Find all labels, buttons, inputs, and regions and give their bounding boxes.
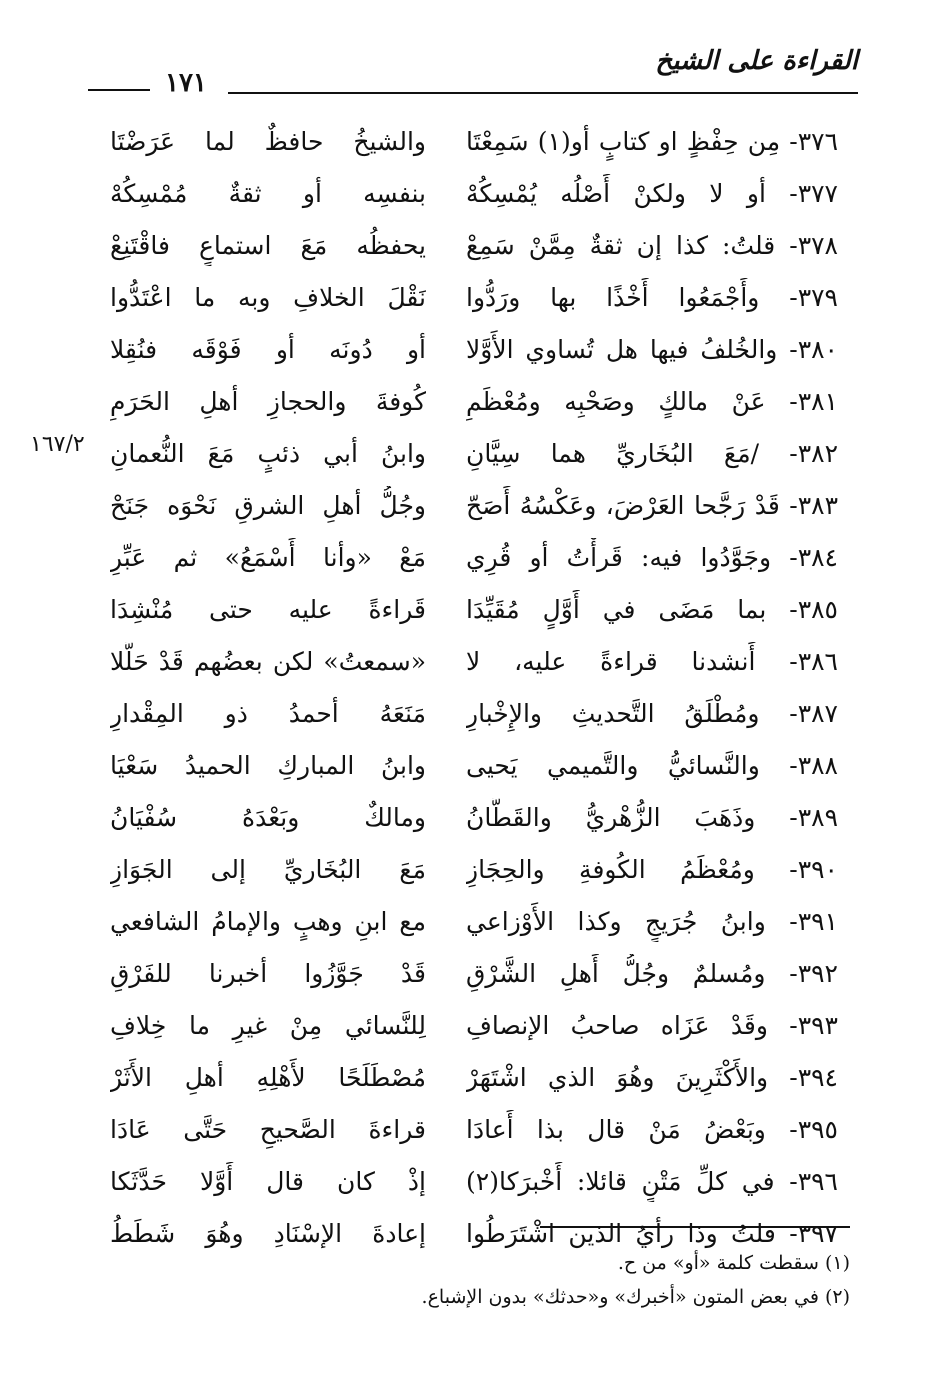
first-hemistich bbox=[466, 954, 838, 994]
verse-number: ٣٨٥- bbox=[789, 595, 838, 624]
hemistich-text: قلتُ وذا رأيُ الذين اشْتَرَطُوا bbox=[466, 1219, 776, 1248]
verse-number: ٣٩٤- bbox=[789, 1063, 838, 1092]
hemistich-text: وذَهَبَ الزُّهْريُّ والقَطَّانُ bbox=[466, 803, 756, 832]
footnotes bbox=[70, 1246, 850, 1314]
second-hemistich: كُوفةَ والحجازِ أهلِ الحَرَمِ bbox=[110, 387, 426, 416]
hemistich-text: والخُلفُ فيها هل تُساوي الأَوَّلا bbox=[466, 335, 778, 364]
second-hemistich: قَدْ جَوَّزُوا أخبرنا للفَرْقِ bbox=[110, 959, 426, 988]
verse-row bbox=[0, 372, 936, 424]
verse-number: ٣٨٧- bbox=[789, 699, 838, 728]
first-hemistich bbox=[466, 746, 838, 786]
hemistich-text: قلتُ: كذا إن ثقةٌ مِمَّنْ سَمِعْ bbox=[466, 231, 776, 260]
first-hemistich bbox=[466, 850, 838, 890]
first-hemistich bbox=[466, 1058, 838, 1098]
second-hemistich: إذْ كان قال أَوَّلا حَدَّثَكا bbox=[110, 1167, 426, 1196]
verse-number: ٣٨٣- bbox=[789, 491, 838, 520]
hemistich-text: في كلِّ مَتْنٍ قائلا: أَخْبرَكا(٢) bbox=[466, 1167, 775, 1196]
verse-number: ٣٨٦- bbox=[789, 647, 838, 676]
verse-number: ٣٨٤- bbox=[789, 543, 838, 572]
hemistich-text: أو لا ولكنْ أَصْلُه يُمْسِكُهْ bbox=[466, 179, 766, 208]
verse-row bbox=[0, 1152, 936, 1204]
first-hemistich bbox=[466, 486, 838, 526]
first-hemistich bbox=[466, 122, 838, 162]
hemistich-text: مِن حِفْظٍ او كتابٍ أو(١) سَمِعْتَا bbox=[466, 127, 781, 156]
first-hemistich bbox=[466, 902, 838, 942]
verse-number: ٣٧٦- bbox=[789, 127, 838, 156]
verse-number: ٣٨٢- bbox=[789, 439, 838, 468]
footnote: (٢) في بعض المتون «أخبرك» و«حدثك» بدون الإشباع. bbox=[421, 1286, 850, 1308]
verse-row bbox=[0, 684, 936, 736]
verse-row bbox=[0, 788, 936, 840]
verse-row bbox=[0, 944, 936, 996]
hemistich-text: /مَعَ البُخَاريِّ هما سِيَّانِ bbox=[466, 439, 760, 468]
hemistich-text: بما مَضَى في أَوَّلٍ مُقَيِّدَا bbox=[466, 595, 767, 624]
margin-reference: ١٦٧/٢ bbox=[30, 432, 85, 457]
hemistich-text: والنَّسائيُّ والتَّميمي يَحيى bbox=[466, 751, 760, 780]
first-hemistich bbox=[466, 694, 838, 734]
verse-row bbox=[0, 1100, 936, 1152]
first-hemistich bbox=[466, 278, 838, 318]
verse-row bbox=[0, 476, 936, 528]
verse-number: ٣٨٠- bbox=[789, 335, 838, 364]
first-hemistich bbox=[466, 798, 838, 838]
first-hemistich bbox=[466, 434, 838, 474]
hemistich-text: وبَعْضُ مَنْ قال بذا أَعادَا bbox=[466, 1115, 766, 1144]
verse-number: ٣٩٢- bbox=[789, 959, 838, 988]
verse-number: ٣٧٧- bbox=[789, 179, 838, 208]
verse-number: ٣٧٨- bbox=[789, 231, 838, 260]
first-hemistich bbox=[466, 1162, 838, 1202]
first-hemistich bbox=[466, 590, 838, 630]
verse-number: ٣٩١- bbox=[789, 907, 838, 936]
verse-number: ٣٧٩- bbox=[789, 283, 838, 312]
verse-number: ٣٨٨- bbox=[789, 751, 838, 780]
second-hemistich: والشيخُ حافظٌ لما عَرَضْتَا bbox=[110, 127, 426, 156]
second-hemistich: مع ابنِ وهبٍ والإمامُ الشافعي bbox=[110, 907, 426, 936]
verse-number: ٣٩٦- bbox=[789, 1167, 838, 1196]
first-hemistich bbox=[466, 330, 838, 370]
second-hemistich: وابنُ المباركِ الحميدُ سَعْيَا bbox=[110, 751, 426, 780]
hemistich-text: وقَدْ عَزَاه صاحبُ الإنصافِ bbox=[466, 1011, 768, 1040]
verse-row bbox=[0, 164, 936, 216]
second-hemistich: أو دُونَه أو فَوْقَه فنُقِلا bbox=[110, 335, 426, 364]
verse-row bbox=[0, 580, 936, 632]
second-hemistich: «سمعتُ» لكن بعضُهم قَدْ حَلَّلا bbox=[110, 647, 426, 676]
second-hemistich: قراءةَ الصَّحيحِ حَتَّى عَادَا bbox=[110, 1115, 426, 1144]
second-hemistich: ومالكٌ وبَعْدَهُ سُفْيَانُ bbox=[110, 803, 426, 832]
verse-row bbox=[0, 1048, 936, 1100]
first-hemistich bbox=[466, 382, 838, 422]
second-hemistich: نَقْلَ الخلافِ وبه ما اعْتَدُّوا bbox=[110, 283, 426, 312]
second-hemistich: بنفسِه أو ثقةٌ مُمْسِكُهْ bbox=[110, 179, 426, 208]
hemistich-text: قَدْ رَجَّحا العَرْضَ، وعَكْسُهُ أَصَحّ bbox=[466, 491, 780, 520]
first-hemistich bbox=[466, 642, 838, 682]
verse-row bbox=[0, 840, 936, 892]
hemistich-text: وجَوَّدُوا فيه: قَرأْتُ أو قُرِي bbox=[466, 543, 772, 572]
first-hemistich bbox=[466, 1006, 838, 1046]
verse-row bbox=[0, 216, 936, 268]
hemistich-text: ومُطْلَقُ التَّحديثِ والإِخْبارِ bbox=[466, 699, 760, 728]
hemistich-text: ومُعْظَمُ الكُوفةِ والحِجَازِ bbox=[466, 855, 755, 884]
header-rule bbox=[228, 92, 858, 94]
page-number-rule bbox=[88, 89, 150, 91]
verse-row bbox=[0, 320, 936, 372]
second-hemistich: مَعْ «وأنا أَسْمَعُ» ثم عَبِّرِ bbox=[110, 543, 426, 572]
verse-row bbox=[0, 268, 936, 320]
second-hemistich: لِلنَّسائي مِنْ غيرِ ما خِلافِ bbox=[110, 1011, 426, 1040]
first-hemistich bbox=[466, 174, 838, 214]
hemistich-text: أَنشدنا قراءةً عليه، لا bbox=[466, 647, 756, 676]
second-hemistich: وابنُ أبي ذئبٍ مَعَ النُّعمانِ bbox=[110, 439, 426, 468]
verse-number: ٣٩٣- bbox=[789, 1011, 838, 1040]
footnote-rule bbox=[540, 1226, 850, 1228]
first-hemistich bbox=[466, 1110, 838, 1150]
second-hemistich: يحفظُه مَعَ استماعٍ فاقْتَنِعْ bbox=[110, 231, 426, 260]
verse-row bbox=[0, 632, 936, 684]
verse-row bbox=[0, 424, 936, 476]
first-hemistich bbox=[466, 226, 838, 266]
footnote: (١) سقطت كلمة «أو» من ح. bbox=[617, 1252, 850, 1274]
second-hemistich: إعادةَ الإسْنَادِ وهُوَ شَطَطُ bbox=[110, 1219, 426, 1248]
second-hemistich: مُصْطَلَحًا لأَهْلِهِ أهلِ الأَثَرْ bbox=[110, 1063, 426, 1092]
second-hemistich: قَراءةً عليه حتى مُنْشِدَا bbox=[110, 595, 426, 624]
hemistich-text: وابنُ جُرَيجٍ وكذا الأَوْزاعي bbox=[466, 907, 766, 936]
verse-number: ٣٩٥- bbox=[789, 1115, 838, 1144]
second-hemistich: مَنَعَهُ أحمدُ ذو المِقْدارِ bbox=[110, 699, 426, 728]
page-number: ١٧١ bbox=[165, 68, 207, 98]
verse-row bbox=[0, 892, 936, 944]
running-header-title: القراءة على الشيخ bbox=[655, 46, 858, 76]
first-hemistich bbox=[466, 538, 838, 578]
second-hemistich: مَعَ البُخَاريِّ إلى الجَوَازِ bbox=[110, 855, 426, 884]
hemistich-text: وأَجْمَعُوا أَخْذًا بها ورَدُّوا bbox=[466, 283, 760, 312]
verse-number: ٣٩٠- bbox=[789, 855, 838, 884]
hemistich-text: ومُسلمٌ وجُلُّ أَهلِ الشَّرْقِ bbox=[466, 959, 766, 988]
verse-number: ٣٨٩- bbox=[789, 803, 838, 832]
hemistich-text: والأَكْثَرِينَ وهُوَ الذي اشْتَهَرْ bbox=[466, 1063, 769, 1092]
verse-row bbox=[0, 528, 936, 580]
verse-row bbox=[0, 996, 936, 1048]
verse-number: ٣٨١- bbox=[789, 387, 838, 416]
hemistich-text: عَنْ مالكٍ وصَحْبِه ومُعْظَمِ bbox=[466, 387, 766, 416]
verse-row bbox=[0, 736, 936, 788]
verse-row bbox=[0, 112, 936, 164]
second-hemistich: وجُلُّ أهلِ الشرقِ نَحْوَه جَنَحْ bbox=[110, 491, 426, 520]
verse-number: ٣٩٧- bbox=[789, 1219, 838, 1248]
